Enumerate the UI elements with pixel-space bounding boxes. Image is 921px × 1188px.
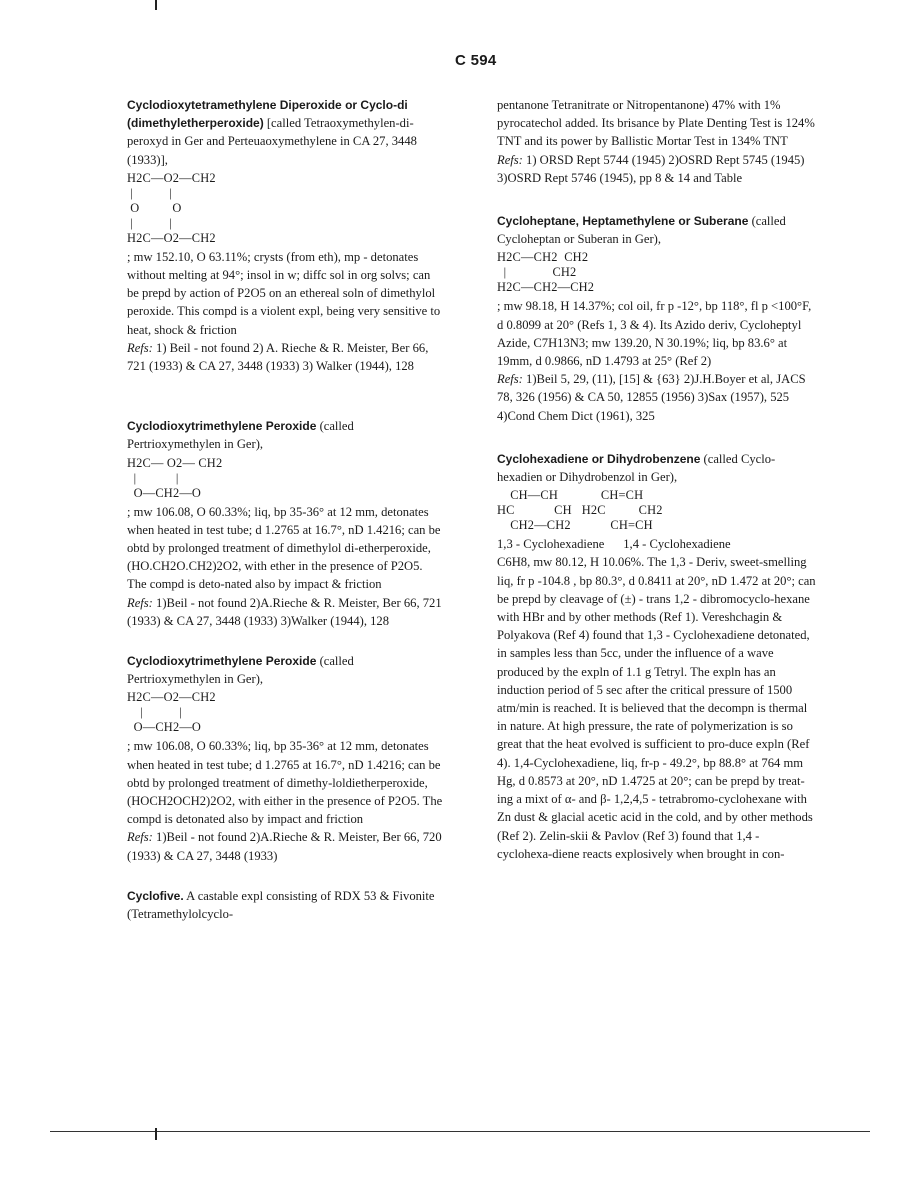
structural-formula: H2C—O2—CH2 | | O—CH2—O	[127, 690, 216, 735]
left-column	[127, 96, 445, 923]
refs-text: 1) ORSD Rept 5744 (1945) 2)OSRD Rept 5745 (1945) 3)OSRD Rept 5746 (1945), pp 8 & 14 and Table	[497, 152, 805, 185]
entry-title: Cyclodioxytrimethylene Peroxide	[127, 654, 317, 669]
refs-label: Refs:	[127, 340, 153, 355]
page-number: C 594	[455, 52, 497, 69]
structural-formula: H2C—CH2 CH2 | CH2 H2C—CH2—CH2	[497, 250, 595, 295]
entry-body: ; mw 106.08, O 60.33%; liq, bp 35-36° at 12 mm, detonates when heated in test tube; d 1.2765 at 16.7°, nD 1.4216; can be obtd by prolonged treatment of dimethylol di-etherperoxide, (HO.CH2O.CH2)2O2, with ether in the presence of P2O5. The compd is deto-nated also by impact & friction	[127, 504, 441, 592]
entry-body: C6H8, mw 80.12, H 10.06%. The 1,3 - Deriv, sweet-smelling liq, fr p -104.8 , bp 80.3°, d 0.8411 at 20°, nD 1.472 at 20°; can be prepd by cleavage of (±) - trans 1,2 - dibromocyclo-hexane with HBr and by other methods (Ref 1). Vereshchagin & Polyakova (Ref 4) found that 1,3 - Cyclohexadiene detonated, in samples less than 5cc, under the influence of a wave produced by the expln of 1.1 g Tetryl. The expln has an induction period of 5 sec after the critical pressure of 1500 atm/min is reached. It is believed that the decompn is thermal in nature. At high pressure, the rate of polymerization is so great that the heat evolved is sufficient to pro-duce expln (Ref 4). 1,4-Cyclohexadiene, liq, fr-p - 49.2°, bp 88.8° at 764 mm Hg, d 0.8573 at 20°, nD 1.4725 at 20°; can be prepd by treat-ing a mixt of α- and β- 1,2,4,5 - tetrabromo-cyclohexane with Zn dust & glacial acetic acid in the cold, and by other methods (Ref 2). Zelin-skii & Pavlov (Ref 3) found that 1,4 - cyclohexa-diene reacts explosively when brought in con-	[497, 555, 816, 861]
bottom-rule	[50, 1131, 870, 1132]
structural-formula: H2C— O2— CH2 | | O—CH2—O	[127, 455, 223, 500]
entry-title: Cyclodioxytetramethylene Diperoxide or Cyclo-di (dimethyletherperoxide)	[127, 98, 408, 131]
entry-name-note: (called Cycloheptan or Suberan in Ger),	[497, 214, 786, 247]
entry-cyclodioxytrimethylene-peroxide-2	[127, 652, 445, 865]
entry-cyclohexadiene	[497, 450, 817, 863]
structural-formula: CH—CH CH=CH HC CH H2C CH2 CH2—CH2 CH=CH	[497, 488, 663, 533]
entry-cyclodioxytetramethylene-diperoxide	[127, 96, 445, 375]
entry-title: Cyclohexadiene or Dihydrobenzene	[497, 451, 701, 466]
refs-text: 1) Beil - not found 2) A. Rieche & R. Meister, Ber 66, 721 (1933) & CA 27, 3448 (1933) 3) Walker (1944), 128	[127, 340, 429, 374]
entry-name-note: (called Pertrioxymethylen in Ger),	[127, 654, 354, 687]
refs-text: 1)Beil 5, 29, (11), [15] & {63} 2)J.H.Boyer et al, JACS 78, 326 (1956) & CA 50, 12855 (1956) 3)Sax (1957), 525 4)Cond Chem Dict (1961), 325	[497, 372, 806, 423]
entry-body: ; mw 98.18, H 14.37%; col oil, fr p -12°, bp 118°, fl p <100°F, d 0.8099 at 20° (Refs 1, 3 & 4). Its Azido deriv, Cycloheptyl Azide, C7H13N3; mw 139.20, N 30.19%; liq, bp 83.6° at 19mm, d 0.9866, nD 1.4793 at 25° (Ref 2)	[497, 299, 812, 369]
entry-cycloheptane	[497, 212, 817, 425]
refs-text: 1)Beil - not found 2)A.Rieche & R. Meister, Ber 66, 721 (1933) & CA 27, 3448 (1933) 3)Walker (1944), 128	[127, 595, 442, 628]
entry-title: Cyclofive.	[127, 888, 184, 903]
refs-label: Refs:	[497, 372, 523, 387]
formula-labels: 1,3 - Cyclohexadiene 1,4 - Cyclohexadiene	[497, 537, 731, 552]
right-column	[497, 96, 817, 863]
entry-cyclofive	[127, 887, 445, 923]
refs-text: 1)Beil - not found 2)A.Rieche & R. Meister, Ber 66, 720 (1933) & CA 27, 3448 (1933)	[127, 830, 442, 863]
continuation-text: pentanone Tetranitrate or Nitropentanone) 47% with 1% pyrocatechol added. Its brisance by Plate Denting Test is 124% TNT and its power by Ballistic Mortar Test in 134% TNT	[497, 98, 815, 149]
entry-name-note: (called Pertrioxymethylen in Ger),	[127, 419, 354, 452]
refs-label: Refs:	[497, 152, 523, 167]
refs-label: Refs:	[127, 595, 153, 610]
entry-title: Cyclodioxytrimethylene Peroxide	[127, 419, 317, 434]
entry-cyclodioxytrimethylene-peroxide-1	[127, 417, 445, 630]
entry-title: Cycloheptane, Heptamethylene or Suberane	[497, 214, 749, 229]
entry-name-note: [called Tetraoxymethylen-di-peroxyd in Ger and Perteuaoxymethylene in CA 27, 3448 (1933)],	[127, 116, 417, 167]
entry-name-note: (called Cyclo-hexadien or Dihydrobenzol in Ger),	[497, 451, 776, 485]
entry-cyclofive-continuation	[497, 96, 817, 187]
margin-tick-bottom	[155, 1128, 157, 1140]
refs-label: Refs:	[127, 830, 153, 845]
margin-tick-top	[155, 0, 157, 10]
entry-body: ; mw 152.10, O 63.11%; crysts (from eth), mp - detonates without melting at 94°; insol in w; diffc sol in org solvs; can be prepd by action of P2O5 on an ethereal soln of dimethylol peroxide. This compd is a violent expl, being very sensitive to heat, shock & friction	[127, 249, 441, 337]
entry-body: A castable expl consisting of RDX 53 & Fivonite (Tetramethylolcyclo-	[127, 888, 435, 922]
structural-formula: H2C—O2—CH2 | | O O | | H2C—O2—CH2	[127, 170, 216, 245]
entry-body: ; mw 106.08, O 60.33%; liq, bp 35-36° at 12 mm, detonates when heated in test tube; d 1.2765 at 16.7°, nD 1.4216; can be obtd by prolonged treatment of dimethy-loldietherperoxide, (HOCH2OCH2)2O2, with either in the presence of P2O5. The compd is detonated also by impact and friction	[127, 739, 443, 827]
